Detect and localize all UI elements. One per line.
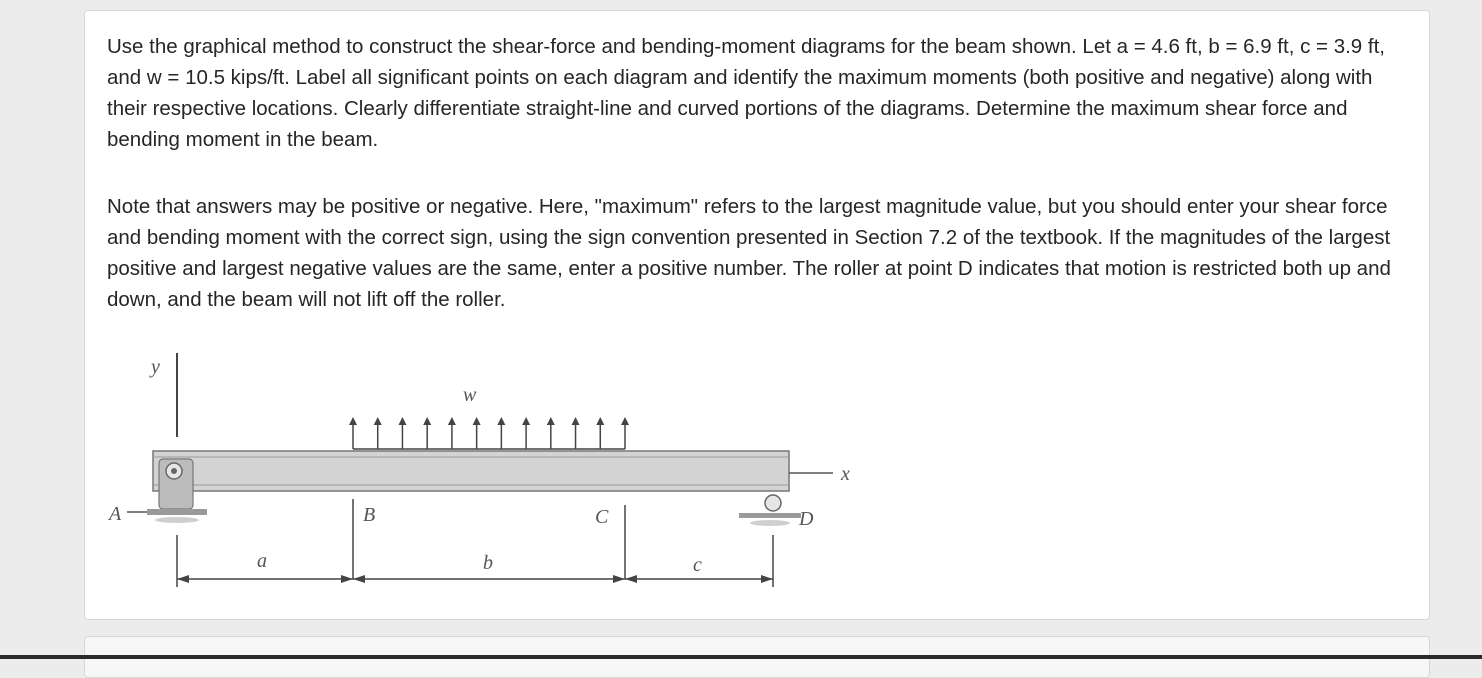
load-arrow-head: [473, 417, 481, 425]
load-arrow-head: [547, 417, 555, 425]
roller-support-d: [739, 495, 801, 526]
problem-note: Note that answers may be positive or negative. Here, "maximum" refers to the largest magnitude value, but you should enter your shear force and bending moment with the correct sign, using the sign convention presented in Section 7.2 of the textbook. If the magnitudes of the largest positive and largest negative values are the same, enter a positive number. The roller at point D indicates that motion is restricted both up and down, and the beam will not lift off the roller.: [107, 195, 1391, 311]
load-arrow-head: [497, 417, 505, 425]
question-card: [84, 10, 1430, 620]
x-axis-label: x: [841, 463, 850, 485]
screen-edge: [0, 655, 1482, 659]
load-label-w: w: [463, 384, 477, 406]
load-arrow-head: [621, 417, 629, 425]
point-label-a: A: [109, 503, 122, 525]
y-axis-label: y: [151, 356, 160, 378]
dimension-label-a: a: [257, 550, 267, 572]
load-arrow-head: [398, 417, 406, 425]
load-arrow-head: [522, 417, 530, 425]
load-arrow-head: [423, 417, 431, 425]
point-label-d: D: [799, 508, 814, 530]
load-arrow-head: [596, 417, 604, 425]
beam-figure: [107, 339, 887, 599]
point-label-b: B: [363, 504, 376, 526]
load-arrow-head: [349, 417, 357, 425]
distributed-load-arrows: [349, 417, 629, 449]
load-arrow-head: [572, 417, 580, 425]
load-arrow-head: [448, 417, 456, 425]
point-label-c: C: [595, 506, 609, 528]
load-arrow-head: [374, 417, 382, 425]
dimension-label-c: c: [693, 554, 702, 576]
problem-statement: Use the graphical method to construct the shear-force and bending-moment diagrams for the beam shown. Let a = 4.6 ft, b = 6.9 ft, c = 3.9 ft, and w = 10.5 kips/ft. Label all significant points on each diagram and identify the maximum moments (both positive and negative) along with their respective locations. Clearly differentiate straight-line and curved portions of the diagrams. Determine the maximum shear force and bending moment in the beam.: [107, 35, 1385, 151]
dimension-label-b: b: [483, 552, 493, 574]
